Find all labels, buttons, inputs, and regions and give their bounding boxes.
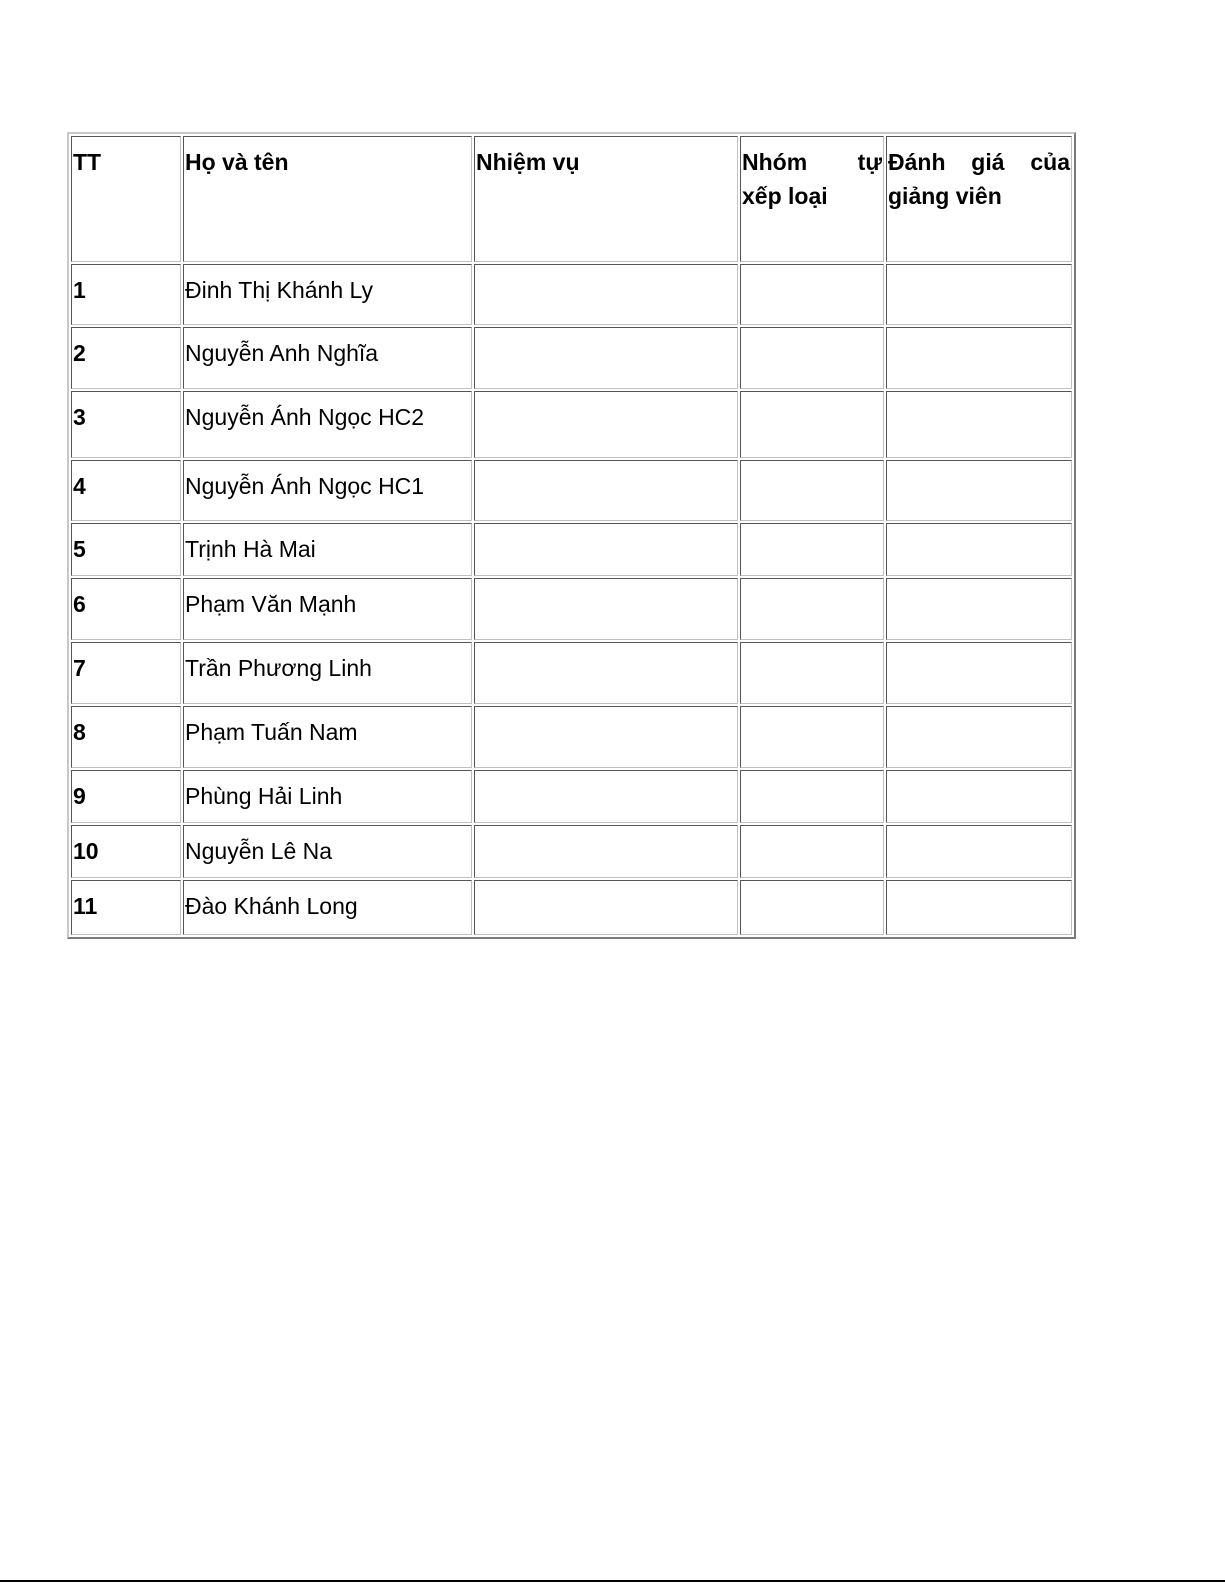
group-rating-cell — [740, 460, 884, 521]
header-lecturer-rating — [886, 136, 1072, 262]
header-tt: TT — [71, 136, 181, 262]
task-cell — [474, 327, 738, 389]
member-name-cell: Nguyễn Ánh Ngọc HC2 — [183, 391, 472, 458]
member-name-cell: Đinh Thị Khánh Ly — [183, 264, 472, 325]
table-row — [71, 578, 1072, 640]
header-group-rating-line2: xếp loại — [742, 183, 828, 209]
group-rating-cell — [740, 770, 884, 823]
lecturer-rating-cell — [886, 264, 1072, 325]
row-number-cell: 8 — [71, 706, 181, 768]
lecturer-rating-cell — [886, 523, 1072, 576]
row-number-cell: 7 — [71, 642, 181, 704]
lecturer-rating-cell — [886, 880, 1072, 935]
header-lecturer-rating-line1: Đánh giá của — [888, 149, 1070, 175]
lecturer-rating-cell — [886, 460, 1072, 521]
row-number-cell: 6 — [71, 578, 181, 640]
header-task: Nhiệm vụ — [474, 136, 738, 262]
page-bottom-border — [0, 1580, 1225, 1582]
header-group-rating — [740, 136, 884, 262]
table-row — [71, 264, 1072, 325]
lecturer-rating-cell — [886, 578, 1072, 640]
task-cell — [474, 578, 738, 640]
group-rating-cell — [740, 578, 884, 640]
task-cell — [474, 523, 738, 576]
table-row — [71, 642, 1072, 704]
lecturer-rating-cell — [886, 825, 1072, 878]
header-row — [71, 136, 1072, 262]
task-cell — [474, 264, 738, 325]
header-group-rating-line1: Nhóm tự — [742, 149, 882, 175]
table-row — [71, 460, 1072, 521]
group-evaluation-table — [67, 132, 1076, 939]
lecturer-rating-cell — [886, 391, 1072, 458]
table-row — [71, 825, 1072, 878]
group-rating-cell — [740, 391, 884, 458]
group-rating-cell — [740, 327, 884, 389]
member-name-cell: Nguyễn Ánh Ngọc HC1 — [183, 460, 472, 521]
row-number-cell: 4 — [71, 460, 181, 521]
task-cell — [474, 460, 738, 521]
group-rating-cell — [740, 706, 884, 768]
table-row — [71, 770, 1072, 823]
header-name: Họ và tên — [183, 136, 472, 262]
group-rating-cell — [740, 825, 884, 878]
row-number-cell: 10 — [71, 825, 181, 878]
group-rating-cell — [740, 264, 884, 325]
task-cell — [474, 880, 738, 935]
group-rating-cell — [740, 880, 884, 935]
task-cell — [474, 391, 738, 458]
lecturer-rating-cell — [886, 770, 1072, 823]
table-row — [71, 391, 1072, 458]
table-row — [71, 706, 1072, 768]
member-name-cell: Trần Phương Linh — [183, 642, 472, 704]
task-cell — [474, 825, 738, 878]
member-name-cell: Phạm Văn Mạnh — [183, 578, 472, 640]
header-lecturer-rating-line2: giảng viên — [888, 183, 1002, 209]
group-rating-cell — [740, 642, 884, 704]
row-number-cell: 3 — [71, 391, 181, 458]
task-cell — [474, 770, 738, 823]
table-row — [71, 880, 1072, 935]
member-name-cell: Nguyễn Lê Na — [183, 825, 472, 878]
table-row — [71, 523, 1072, 576]
lecturer-rating-cell — [886, 327, 1072, 389]
group-rating-cell — [740, 523, 884, 576]
lecturer-rating-cell — [886, 706, 1072, 768]
task-cell — [474, 642, 738, 704]
lecturer-rating-cell — [886, 642, 1072, 704]
table-row — [71, 327, 1072, 389]
member-name-cell: Phùng Hải Linh — [183, 770, 472, 823]
task-cell — [474, 706, 738, 768]
member-name-cell: Phạm Tuấn Nam — [183, 706, 472, 768]
member-name-cell: Trịnh Hà Mai — [183, 523, 472, 576]
row-number-cell: 1 — [71, 264, 181, 325]
member-name-cell: Nguyễn Anh Nghĩa — [183, 327, 472, 389]
row-number-cell: 9 — [71, 770, 181, 823]
row-number-cell: 2 — [71, 327, 181, 389]
row-number-cell: 5 — [71, 523, 181, 576]
row-number-cell: 11 — [71, 880, 181, 935]
member-name-cell: Đào Khánh Long — [183, 880, 472, 935]
